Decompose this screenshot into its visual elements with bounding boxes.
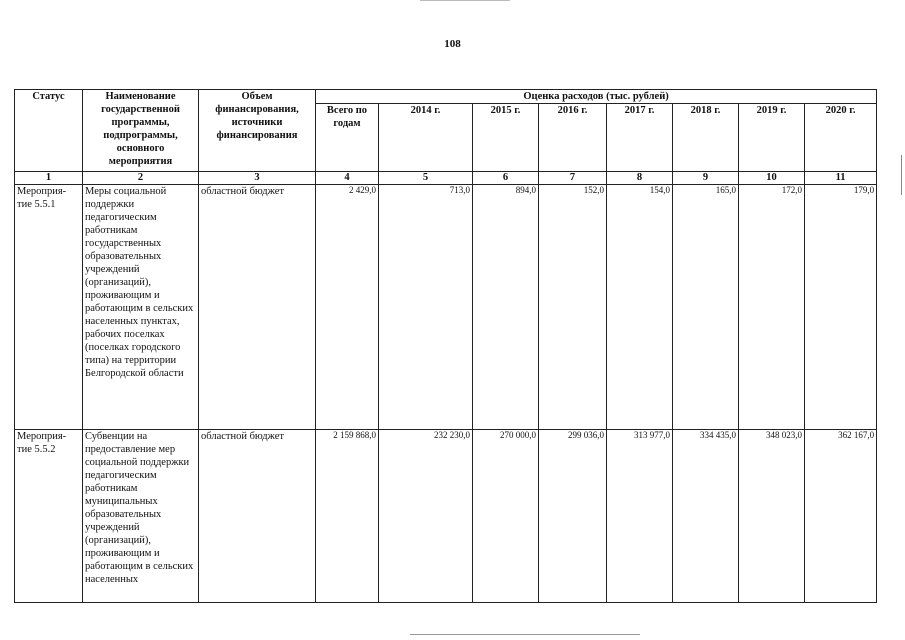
scan-artifact-bottom	[410, 634, 640, 635]
row-value-2016: 299 036,0	[539, 430, 607, 603]
header-row-top	[15, 90, 877, 104]
header-year: 2014 г.	[379, 104, 473, 172]
row-value-2018: 165,0	[673, 185, 739, 430]
column-number: 5	[379, 172, 473, 185]
column-number: 11	[805, 172, 877, 185]
page-number: 108	[444, 38, 461, 50]
header-name: Наименование государственной программы, подпрограммы, основного мероприятия	[83, 90, 199, 172]
column-number-row	[15, 172, 877, 185]
row-value-2020: 179,0	[805, 185, 877, 430]
row-value-2015: 270 000,0	[473, 430, 539, 603]
row-value-2015: 894,0	[473, 185, 539, 430]
column-number: 10	[739, 172, 805, 185]
row-value-2014: 232 230,0	[379, 430, 473, 603]
row-value-total: 2 429,0	[316, 185, 379, 430]
column-number: 3	[199, 172, 316, 185]
row-status: Мероприя-тие 5.5.1	[15, 185, 83, 430]
column-number: 9	[673, 172, 739, 185]
table-row	[15, 430, 877, 603]
row-status: Мероприя-тие 5.5.2	[15, 430, 83, 603]
row-source: областной бюджет	[199, 185, 316, 430]
column-number: 8	[607, 172, 673, 185]
row-name: Субвенции на предоставление мер социальной поддержки педагогическим работникам муниципальных образовательных учреждений (организаций), проживающим и работающим в сельских населенных	[83, 430, 199, 603]
row-value-total: 2 159 868,0	[316, 430, 379, 603]
scan-artifact-right	[901, 155, 902, 195]
scan-artifact-top	[420, 0, 510, 1]
header-expenses-group: Оценка расходов (тыс. рублей)	[316, 90, 877, 104]
header-year: 2016 г.	[539, 104, 607, 172]
column-number: 2	[83, 172, 199, 185]
header-year: 2018 г.	[673, 104, 739, 172]
header-financing: Объем финансирования, источники финансирования	[199, 90, 316, 172]
header-total: Всего по годам	[316, 104, 379, 172]
row-value-2020: 362 167,0	[805, 430, 877, 603]
row-value-2018: 334 435,0	[673, 430, 739, 603]
row-name: Меры социальной поддержки педагогическим работникам государственных образовательных учреждений (организаций), проживающим и работающим в сельских населенных пунктах, рабочих поселках (поселках городского типа) на территории Белгородской области	[83, 185, 199, 430]
row-value-2014: 713,0	[379, 185, 473, 430]
row-value-2019: 348 023,0	[739, 430, 805, 603]
row-value-2017: 154,0	[607, 185, 673, 430]
column-number: 6	[473, 172, 539, 185]
column-number: 7	[539, 172, 607, 185]
row-value-2016: 152,0	[539, 185, 607, 430]
row-source: областной бюджет	[199, 430, 316, 603]
header-year: 2015 г.	[473, 104, 539, 172]
row-value-2017: 313 977,0	[607, 430, 673, 603]
table-row	[15, 185, 877, 430]
header-status: Статус	[15, 90, 83, 172]
column-number: 4	[316, 172, 379, 185]
header-year: 2019 г.	[739, 104, 805, 172]
budget-table	[14, 89, 877, 603]
row-value-2019: 172,0	[739, 185, 805, 430]
header-year: 2020 г.	[805, 104, 877, 172]
column-number: 1	[15, 172, 83, 185]
header-year: 2017 г.	[607, 104, 673, 172]
